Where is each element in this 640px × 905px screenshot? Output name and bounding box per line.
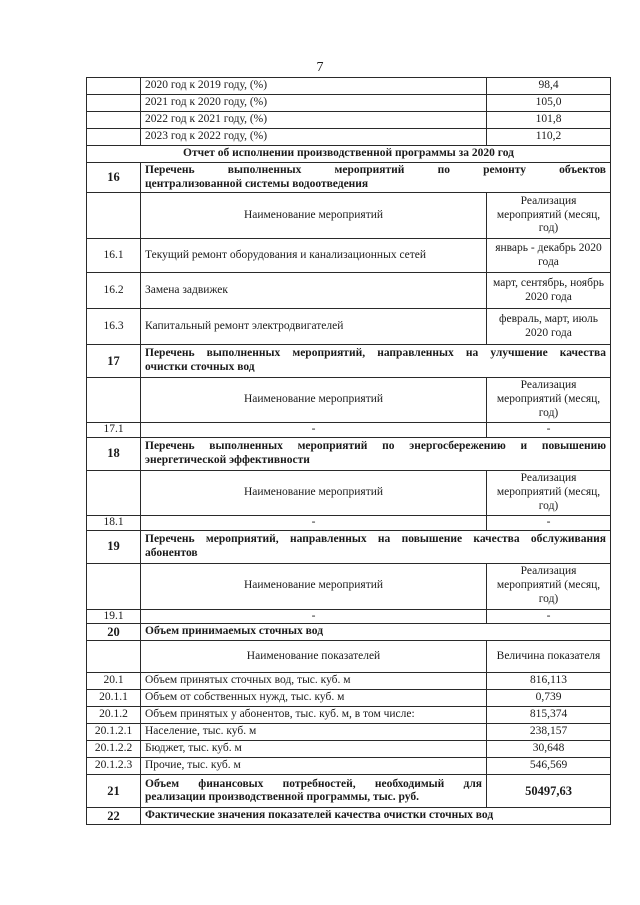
table-row <box>87 673 611 690</box>
column-header-name: Наименование мероприятий <box>141 563 487 609</box>
column-header-name: Наименование мероприятий <box>141 470 487 515</box>
row-name: Объем от собственных нужд, тыс. куб. м <box>141 690 487 707</box>
column-header-implementation: Реализация мероприятий (месяц, год) <box>487 563 611 609</box>
row-number: 19.1 <box>87 609 141 624</box>
column-header-implementation: Реализация мероприятий (месяц, год) <box>487 378 611 423</box>
row-number: 20.1.2.3 <box>87 758 141 775</box>
section-18-header <box>87 437 611 470</box>
row-period: - <box>487 515 611 530</box>
section-number: 22 <box>87 808 141 825</box>
growth-label: 2021 год к 2020 году, (%) <box>141 95 487 112</box>
row-name: - <box>141 515 487 530</box>
growth-label: 2020 год к 2019 году, (%) <box>141 78 487 95</box>
section-title-line: централизованной системы водоотведения <box>145 177 369 190</box>
section-title: Фактические значения показателей качества очистки сточных вод <box>141 808 611 825</box>
section-20-header <box>87 624 611 641</box>
column-header-row <box>87 563 611 609</box>
section-number: 20 <box>87 624 141 641</box>
row-number: 18.1 <box>87 515 141 530</box>
row-period: январь - декабрь 2020 года <box>487 239 611 273</box>
table-row <box>87 273 611 309</box>
growth-row <box>87 112 611 129</box>
section-22-header <box>87 808 611 825</box>
row-period: - <box>487 609 611 624</box>
section-title-line: энергетической эффективности <box>145 453 310 466</box>
row-value: 546,569 <box>487 758 611 775</box>
row-name: Население, тыс. куб. м <box>141 724 487 741</box>
row-name: - <box>141 423 487 438</box>
section-title-line: Перечень выполненных мероприятий по ремонту объектов <box>145 163 606 176</box>
row-name: Прочие, тыс. куб. м <box>141 758 487 775</box>
row-number: 16.1 <box>87 239 141 273</box>
section-title-line: Объем финансовых потребностей, необходимый для <box>145 777 482 790</box>
section-title <box>141 530 611 563</box>
row-number: 16.3 <box>87 309 141 345</box>
section-title <box>141 163 611 193</box>
section-number: 17 <box>87 345 141 378</box>
growth-label: 2022 год к 2021 году, (%) <box>141 112 487 129</box>
column-header-name: Наименование мероприятий <box>141 193 487 239</box>
section-title-line: реализации производственной программы, тыс. руб. <box>145 791 419 804</box>
section-title-line: абонентов <box>145 546 198 559</box>
section-title-line: Перечень выполненных мероприятий по энергосбережению и повышению <box>145 440 606 452</box>
row-value: 30,648 <box>487 741 611 758</box>
section-title <box>141 345 611 378</box>
program-report-table <box>86 77 611 825</box>
section-16-header <box>87 163 611 193</box>
section-17-header <box>87 345 611 378</box>
section-number: 16 <box>87 163 141 193</box>
financial-needs-value: 50497,63 <box>487 775 611 808</box>
report-title-row <box>87 146 611 163</box>
row-number: 20.1.2 <box>87 707 141 724</box>
row-number: 20.1.1 <box>87 690 141 707</box>
section-title <box>141 437 611 470</box>
row-name: Объем принятых сточных вод, тыс. куб. м <box>141 673 487 690</box>
section-19-header <box>87 530 611 563</box>
column-header-row <box>87 470 611 515</box>
section-title: Объем принимаемых сточных вод <box>141 624 611 641</box>
row-period: март, сентябрь, ноябрь 2020 года <box>487 273 611 309</box>
table-row <box>87 423 611 438</box>
row-value: 238,157 <box>487 724 611 741</box>
section-number: 18 <box>87 437 141 470</box>
table-row <box>87 690 611 707</box>
table-row <box>87 707 611 724</box>
table-row <box>87 758 611 775</box>
growth-value: 101,8 <box>487 112 611 129</box>
section-number: 21 <box>87 775 141 808</box>
row-value: 816,113 <box>487 673 611 690</box>
column-header-row <box>87 641 611 673</box>
row-period: февраль, март, июль 2020 года <box>487 309 611 345</box>
growth-row <box>87 78 611 95</box>
row-number: 20.1.2.1 <box>87 724 141 741</box>
row-name: Объем принятых у абонентов, тыс. куб. м, в том числе: <box>141 707 487 724</box>
table-row <box>87 741 611 758</box>
column-header-row <box>87 193 611 239</box>
column-header-name: Наименование мероприятий <box>141 378 487 423</box>
row-name: Замена задвижек <box>141 273 487 309</box>
column-header-name: Наименование показателей <box>141 641 487 673</box>
growth-value: 105,0 <box>487 95 611 112</box>
growth-label: 2023 год к 2022 году, (%) <box>141 129 487 146</box>
table-row <box>87 609 611 624</box>
column-header-value: Величина показателя <box>487 641 611 673</box>
section-number: 19 <box>87 530 141 563</box>
section-21-row <box>87 775 611 808</box>
row-value: 0,739 <box>487 690 611 707</box>
column-header-implementation: Реализация мероприятий (месяц, год) <box>487 470 611 515</box>
row-name: - <box>141 609 487 624</box>
column-header-implementation: Реализация мероприятий (месяц, год) <box>487 193 611 239</box>
row-number: 20.1 <box>87 673 141 690</box>
table-row <box>87 239 611 273</box>
section-title-line: очистки сточных вод <box>145 361 255 373</box>
row-number: 20.1.2.2 <box>87 741 141 758</box>
report-title: Отчет об исполнении производственной программы за 2020 год <box>87 146 611 163</box>
growth-value: 98,4 <box>487 78 611 95</box>
section-title-line: Перечень мероприятий, направленных на повышение качества обслуживания <box>145 532 606 545</box>
growth-row <box>87 95 611 112</box>
column-header-row <box>87 378 611 423</box>
row-number: 17.1 <box>87 423 141 438</box>
row-name: Текущий ремонт оборудования и канализационных сетей <box>141 239 487 273</box>
row-value: 815,374 <box>487 707 611 724</box>
row-name: Капитальный ремонт электродвигателей <box>141 309 487 345</box>
row-name: Бюджет, тыс. куб. м <box>141 741 487 758</box>
growth-row <box>87 129 611 146</box>
table-row <box>87 515 611 530</box>
section-title-line: Перечень выполненных мероприятий, направленных на улучшение качества <box>145 347 606 360</box>
page-number: 7 <box>316 60 324 75</box>
row-number: 16.2 <box>87 273 141 309</box>
row-period: - <box>487 423 611 438</box>
table-row <box>87 309 611 345</box>
section-title <box>141 775 487 808</box>
growth-value: 110,2 <box>487 129 611 146</box>
table-row <box>87 724 611 741</box>
